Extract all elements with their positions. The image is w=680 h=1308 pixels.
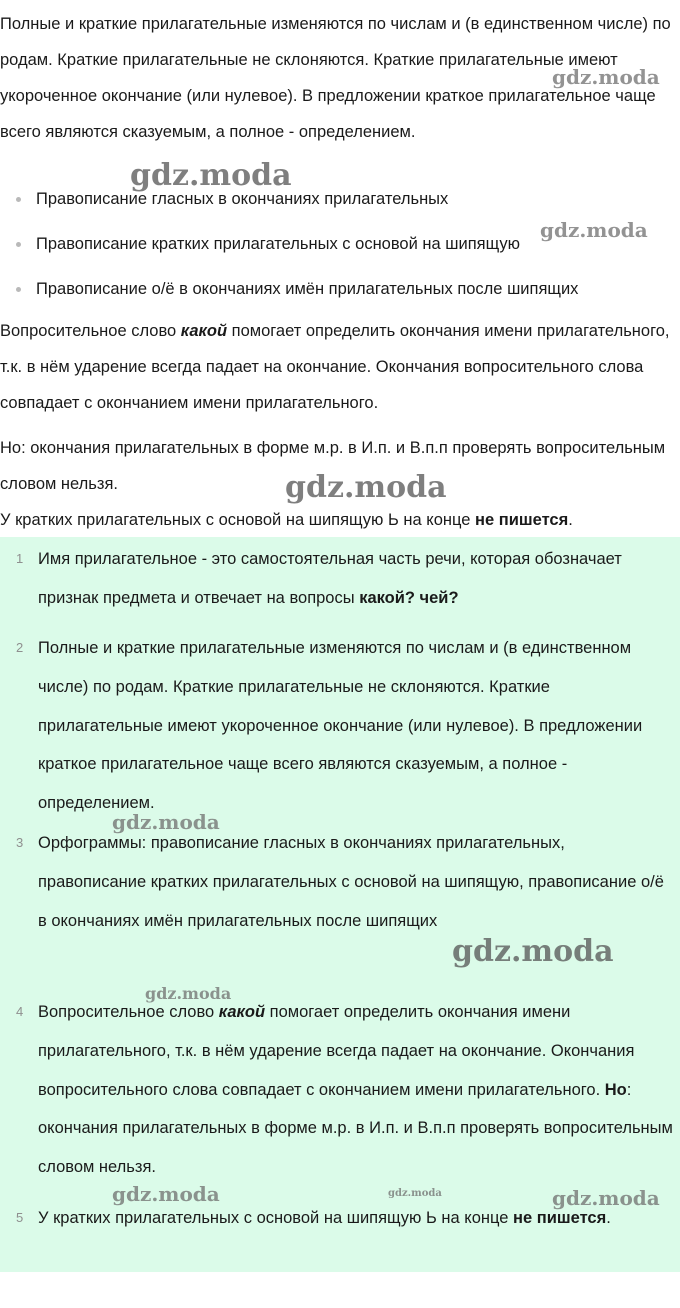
answer-number: 2 <box>16 640 24 655</box>
list-item: Правописание гласных в окончаниях прилагательных <box>0 188 680 233</box>
answer-number: 4 <box>16 1004 24 1019</box>
orthogram-list <box>0 188 680 323</box>
watermark: gdz.moda <box>112 1182 220 1206</box>
watermark: gdz.moda <box>388 1188 442 1199</box>
answer-item-4: 4 Вопросительное слово какой помогает определить окончания имени прилагательного, т.к. в нём ударение всегда падает на окончание. Окончания вопросительного слова совпадает с окончанием имени прилагательного. Но: окончания прилагательных в форме м.р. в И.п. и В.п.п проверять вопросительным словом нельзя. <box>0 993 680 1188</box>
watermark: gdz.moda <box>130 158 292 193</box>
bullet-icon <box>16 242 21 247</box>
watermark: gdz.moda <box>540 218 648 242</box>
list-item: Правописание о/ё в окончаниях имён прилагательных после шипящих <box>0 278 680 323</box>
answer-number: 3 <box>16 835 24 850</box>
answer-item-3: 3 Орфограммы: правописание гласных в окончаниях прилагательных, правописание кратких прилагательных с основой на шипящую, правописание о/ё в окончаниях имён прилагательных после шипящих <box>0 824 680 980</box>
intro-paragraph-4: У кратких прилагательных с основой на шипящую Ь на конце не пишется. <box>0 511 573 529</box>
watermark: gdz.moda <box>452 934 614 969</box>
answer-number: 5 <box>16 1210 24 1225</box>
answers-list <box>0 540 680 1277</box>
answer-item-5: 5 У кратких прилагательных с основой на шипящую Ь на конце не пишется. <box>0 1199 680 1277</box>
answer-number: 1 <box>16 551 24 566</box>
bullet-icon <box>16 287 21 292</box>
list-item: Правописание кратких прилагательных с основой на шипящую <box>0 233 680 278</box>
watermark: gdz.moda <box>552 65 660 89</box>
watermark: gdz.moda <box>145 984 232 1003</box>
answer-item-1: 1 Имя прилагательное - это самостоятельная часть речи, которая обозначает признак предмета и отвечает на вопросы какой? чей? <box>0 540 680 618</box>
intro-paragraph-2: Вопросительное слово какой помогает определить окончания имени прилагательного, т.к. в нём ударение всегда падает на окончание. Окончания вопросительного слова совпадает с окончанием имени прилагательного. <box>0 322 670 412</box>
answer-item-2: 2 Полные и краткие прилагательные изменяются по числам и (в единственном числе) по родам. Краткие прилагательные не склоняются. Краткие прилагательные имеют укороченное окончание (или нулевое). В предложении краткое прилагательное чаще всего являются сказуемым, а полное - определением. <box>0 629 680 824</box>
watermark: gdz.moda <box>552 1186 660 1210</box>
bullet-icon <box>16 197 21 202</box>
intro-paragraph-1: Полные и краткие прилагательные изменяются по числам и (в единственном числе) по родам. Краткие прилагательные не склоняются. Краткие прилагательные имеют укороченное окончание (или нулевое). В предложении краткое прилагательное чаще всего являются сказуемым, а полное - определением. <box>0 15 671 141</box>
watermark: gdz.moda <box>285 470 447 505</box>
intro-paragraph-3: Но: окончания прилагательных в форме м.р. в И.п. и В.п.п проверять вопросительным словом нельзя. <box>0 439 666 493</box>
watermark: gdz.moda <box>112 810 220 834</box>
